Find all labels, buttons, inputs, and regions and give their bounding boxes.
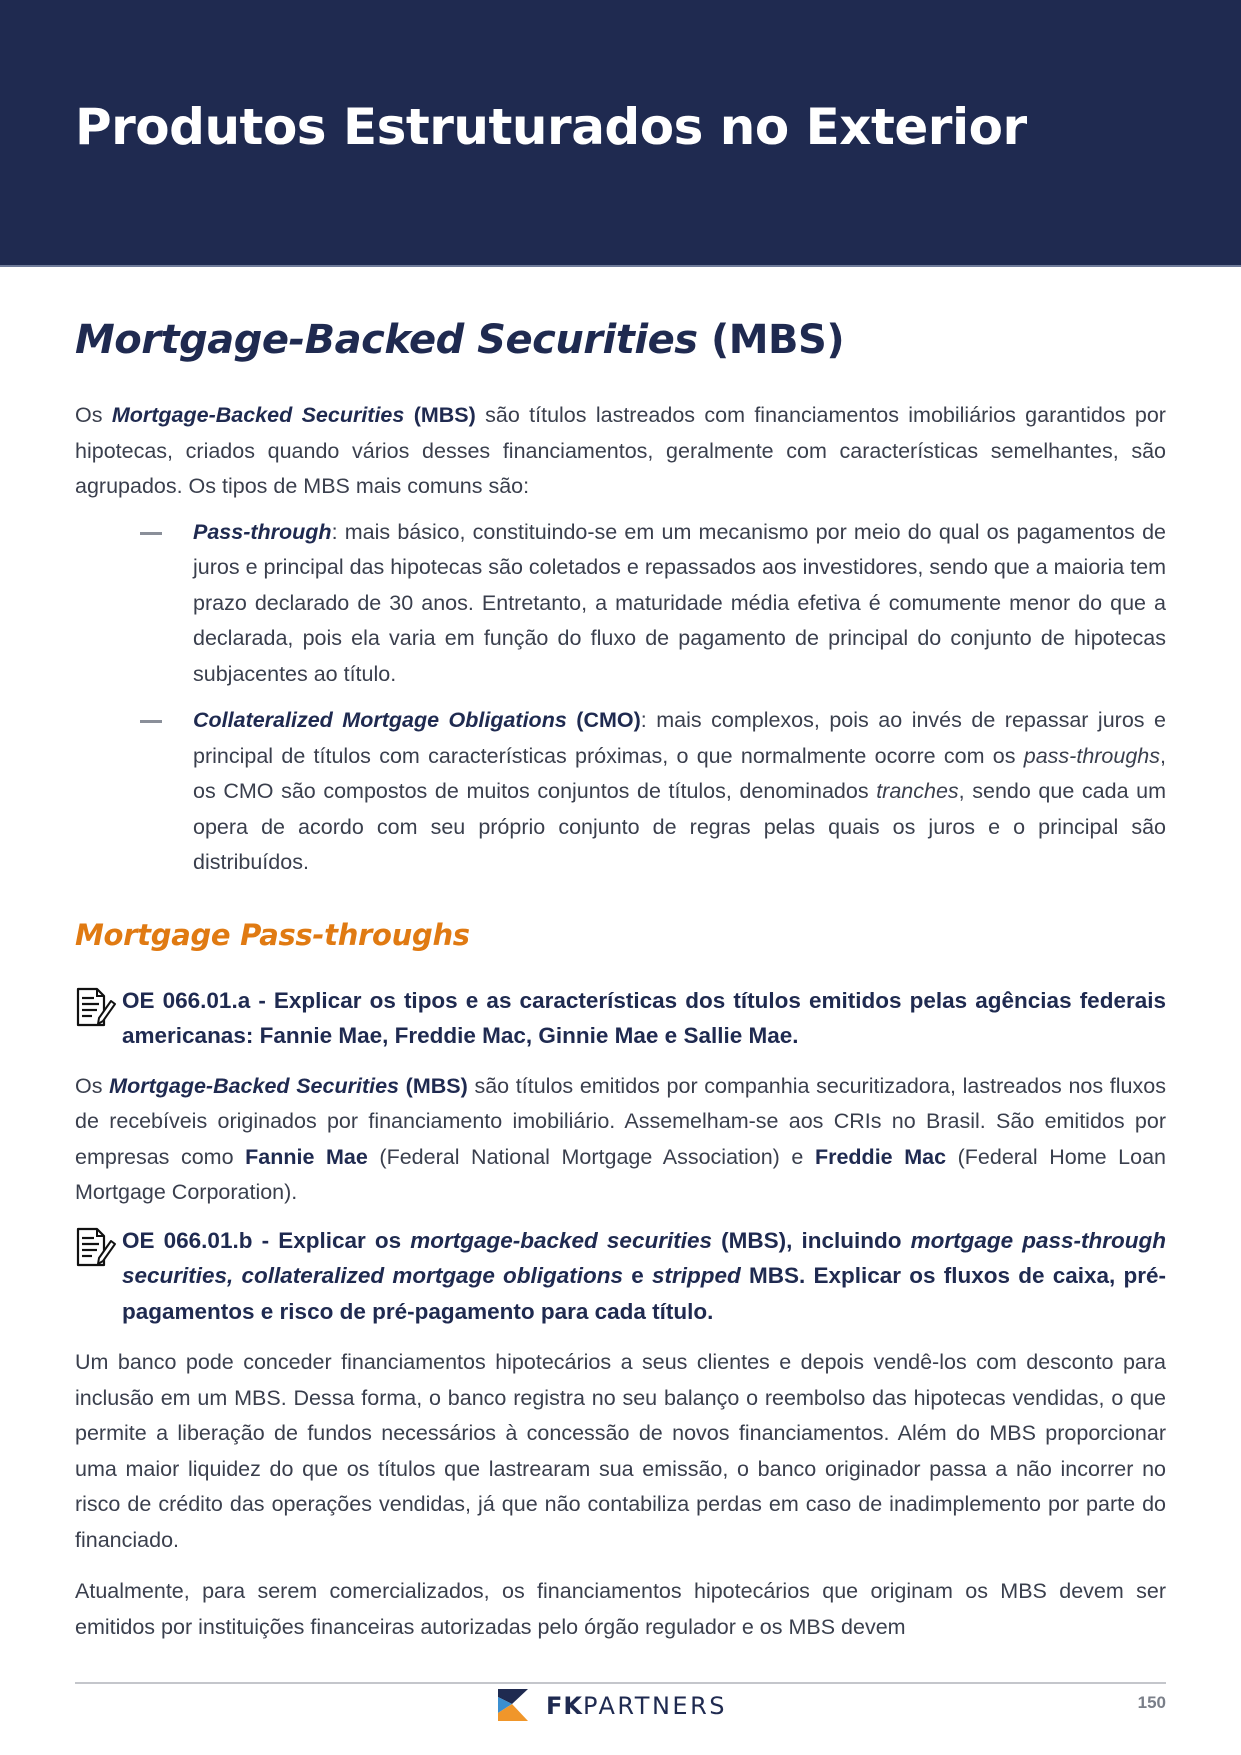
intro-paragraph [75, 398, 1166, 505]
section-title-italic: Mortgage-Backed Securities [75, 317, 698, 363]
para-a-text-3: (Federal Home Loan Mortgage Corporation). [75, 1144, 1167, 1204]
footer-divider [75, 1682, 1166, 1684]
pass-through-term: Pass-through [193, 519, 332, 544]
learning-objective-b [75, 1223, 1166, 1330]
section-title [75, 310, 1166, 370]
fk-partners-logo-icon [498, 1689, 530, 1721]
para-a-term: Mortgage-Backed Securities [109, 1073, 399, 1098]
intro-lead: Os [75, 403, 103, 427]
footer-brand [546, 1692, 727, 1720]
section-title-suffix: (MBS) [710, 317, 845, 363]
objective-b-p2: (MBS), incluindo [712, 1227, 911, 1253]
intro-rest: são títulos lastreados com financiamentos imobiliários garantidos por hipotecas, criados quando vários desses financiamentos, geralmente com características semelhantes, são agrupados. Os tipos de MBS mais comuns são: [75, 403, 1166, 498]
cmo-text-c: , sendo que cada um opera de acordo com seu próprio conjunto de regras pelas quais os juros e o principal são distribuídos. [193, 779, 1166, 874]
objective-a-text: OE 066.01.a - Explicar os tipos e as características dos títulos emitidos pelas agências federais americanas: Fannie Mae, Freddie Mac, Ginnie Mae e Sallie Mae. [122, 987, 1166, 1048]
list-item-cmo [75, 703, 1166, 881]
objective-b-i1: mortgage-backed securities [410, 1227, 712, 1253]
objective-b-p4: MBS. Explicar os fluxos de caixa, pré-pagamentos e risco de pré-pagamento para cada título. [122, 1263, 1166, 1324]
subsection-title: Mortgage Pass-throughs [75, 917, 470, 952]
para-a-text-1: são títulos emitidos por companhia securitizadora, lastreados nos fluxos de recebíveis originados por financiamento imobiliário. Assemelham-se aos CRIs no Brasil. São emitidos por empresas como [75, 1073, 1166, 1169]
objective-b-i2: mortgage pass-through securities, collateralized mortgage obligations [122, 1227, 1166, 1288]
header-title: Produtos Estruturados no Exterior [75, 98, 1027, 156]
bank-paragraph: Um banco pode conceder financiamentos hipotecários a seus clientes e depois vendê-los com desconto para inclusão em um MBS. Dessa forma, o banco registra no seu balanço o reembolso das hipotecas vendidas, o que permite a liberação de fundos necessários à concessão de novos financiamentos. Além do MBS proporcionar uma maior liquidez do que os títulos que lastrearam sua emissão, o banco originador passa a não incorrer no risco de crédito das operações vendidas, já que não contabiliza perdas em caso de inadimplemento por parte do financiado. [75, 1350, 1166, 1552]
document-pencil-icon [75, 987, 117, 1029]
intro-term: Mortgage-Backed Securities [111, 403, 405, 427]
fannie-mae-label: Fannie Mae [245, 1144, 368, 1169]
para-a-text-2: (Federal National Mortgage Association) e [367, 1144, 815, 1169]
pass-through-text: : mais básico, constituindo-se em um mecanismo por meio do qual os pagamentos de juros e principal das hipotecas são coletados e repassados aos investidores, sendo que a maioria tem prazo declarado de 30 anos. Entretanto, a maturidade média efetiva é comumente menor do que a declarada, pois ela varia em função do fluxo de pagamento de principal do conjunto de hipotecas subjacentes ao título. [193, 519, 1166, 686]
list-item-pass-through [75, 515, 1166, 693]
regulation-paragraph: Atualmente, para serem comercializados, os financiamentos hipotecários que originam os MBS devem ser emitidos por instituições financeiras autorizadas pelo órgão regulador e os MBS devem [75, 1579, 1166, 1639]
document-pencil-icon [75, 1227, 117, 1269]
dash-bullet-icon [140, 532, 162, 535]
mbs-types-list [75, 515, 1166, 881]
cmo-text-a: : mais complexos, pois ao invés de repassar juros e principal de títulos com características próximas, o que normalmente ocorre com os [193, 708, 1166, 768]
header-divider [0, 265, 1241, 267]
page-number: 150 [1137, 1693, 1166, 1712]
cmo-italic-b: tranches [876, 779, 959, 803]
main-content [75, 310, 1166, 1645]
freddie-mac-label: Freddie Mac [814, 1144, 947, 1169]
intro-abbr: (MBS) [413, 403, 476, 427]
cmo-term: Collateralized Mortgage Obligations [193, 708, 567, 732]
cmo-italic-a: pass-throughs [1023, 743, 1161, 768]
objective-b-p3: e [623, 1263, 653, 1288]
para-a-abbr: (MBS) [405, 1073, 468, 1098]
cmo-abbr: (CMO) [576, 708, 641, 732]
para-a-lead: Os [75, 1073, 103, 1098]
objective-b-p1: OE 066.01.b - Explicar os [122, 1227, 411, 1253]
brand-rest: PARTNERS [583, 1692, 727, 1720]
learning-objective-a [75, 983, 1166, 1054]
page-header [0, 0, 1241, 266]
objective-b-i3: stripped [652, 1263, 741, 1288]
mbs-definition-paragraph [75, 1069, 1166, 1211]
brand-bold: FK [546, 1692, 583, 1720]
cmo-text-b: , os CMO são compostos de muitos conjuntos de títulos, denominados [193, 743, 1166, 803]
dash-bullet-icon [140, 720, 162, 723]
